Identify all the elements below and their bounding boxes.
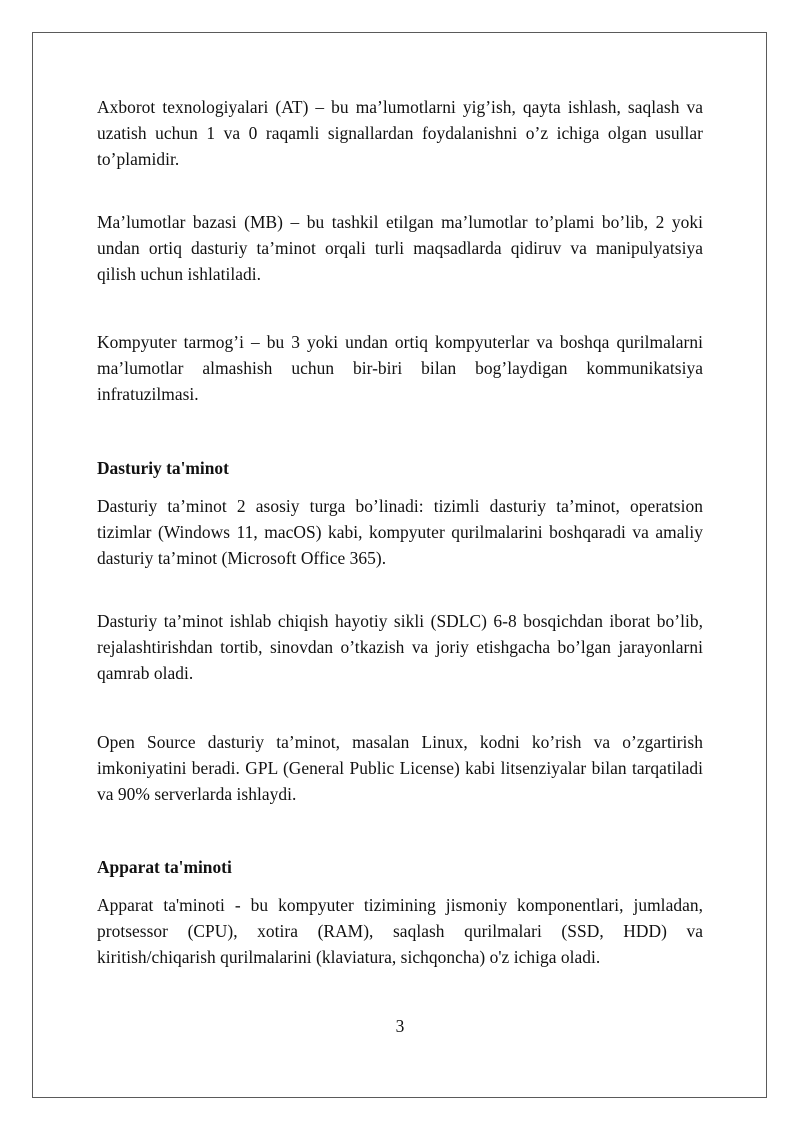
document-body: [97, 94, 703, 970]
paragraph-information-technology: Axborot texnologiyalari (AT) – bu ma’lumotlarni yig’ish, qayta ishlash, saqlash va uzatish uchun 1 va 0 raqamli signallardan foydalanishni o’z ichiga olgan usullar to’plamidir.: [97, 97, 703, 169]
paragraph-hardware: Apparat ta'minoti - bu kompyuter tizimining jismoniy komponentlari, jumladan, protsessor (CPU), xotira (RAM), saqlash qurilmalari (SSD, HDD) va kiritish/chiqarish qurilmalarini (klaviatura, sichqoncha) o'z ichiga oladi.: [97, 895, 703, 967]
heading-hardware: Apparat ta'minoti: [97, 857, 232, 877]
heading-software: Dasturiy ta'minot: [97, 458, 229, 478]
page-number: 3: [395, 1016, 405, 1036]
paragraph-software-types: Dasturiy ta’minot 2 asosiy turga bo’linadi: tizimli dasturiy ta’minot, operatsion tizimlar (Windows 11, macOS) kabi, kompyuter qurilmalarini boshqaradi va amaliy dasturiy ta’minot (Microsoft Office 365).: [97, 496, 703, 568]
paragraph-open-source: Open Source dasturiy ta’minot, masalan Linux, kodni ko’rish va o’zgartirish imkoniyatini beradi. GPL (General Public License) kabi litsenziyalar bilan tarqatiladi va 90% serverlarda ishlaydi.: [97, 732, 703, 804]
paragraph-computer-network: Kompyuter tarmog’i – bu 3 yoki undan ortiq kompyuterlar va boshqa qurilmalarni ma’lumotlar almashish uchun bir-biri bilan bog’laydigan kommunikatsiya infratuzilmasi.: [97, 332, 703, 404]
paragraph-sdlc: Dasturiy ta’minot ishlab chiqish hayotiy sikli (SDLC) 6-8 bosqichdan iborat bo’lib, rejalashtirishdan tortib, sinovdan o’tkazish va joriy etishgacha bo’lgan jarayonlarni qamrab oladi.: [97, 611, 703, 683]
paragraph-database: Ma’lumotlar bazasi (MB) – bu tashkil etilgan ma’lumotlar to’plami bo’lib, 2 yoki undan ortiq dasturiy ta’minot orqali turli maqsadlarda qidiruv va manipulyatsiya qilish uchun ishlatiladi.: [97, 212, 703, 284]
